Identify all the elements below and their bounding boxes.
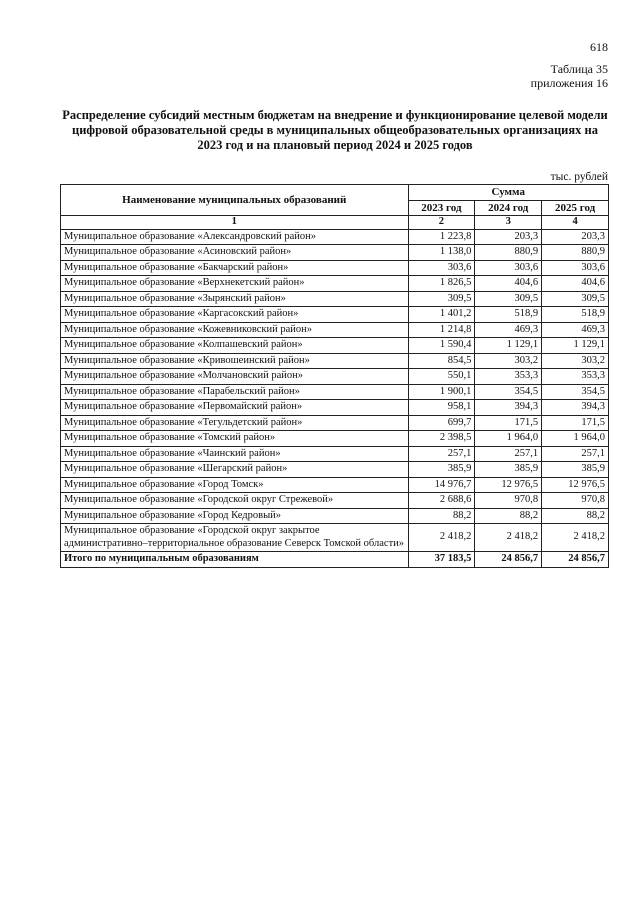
value-2024: 88,2: [475, 508, 542, 524]
value-2023: 37 183,5: [408, 552, 475, 568]
value-2024: 353,3: [475, 369, 542, 385]
table-row: [61, 229, 609, 245]
value-2025: 2 418,2: [542, 524, 609, 552]
value-2024: 404,6: [475, 276, 542, 292]
value-2025: 353,3: [542, 369, 609, 385]
value-2024: 385,9: [475, 462, 542, 478]
value-2023: 958,1: [408, 400, 475, 416]
municipality-name: Муниципальное образование «Кожевниковский район»: [61, 322, 409, 338]
value-2023: 303,6: [408, 260, 475, 276]
table-row: [61, 431, 609, 447]
table-row: [61, 338, 609, 354]
value-2023: 2 688,6: [408, 493, 475, 509]
value-2023: 854,5: [408, 353, 475, 369]
value-2025: 12 976,5: [542, 477, 609, 493]
value-2024: 309,5: [475, 291, 542, 307]
column-index: 4: [542, 216, 609, 230]
value-2025: 203,3: [542, 229, 609, 245]
table-row: [61, 508, 609, 524]
value-2024: 354,5: [475, 384, 542, 400]
municipality-name: Муниципальное образование «Город Кедровый»: [61, 508, 409, 524]
table-row: [61, 446, 609, 462]
value-2024: 880,9: [475, 245, 542, 261]
header-year-2023: 2023 год: [408, 200, 475, 216]
table-row: [61, 369, 609, 385]
municipality-name: Муниципальное образование «Городской округ Стрежевой»: [61, 493, 409, 509]
table-row: [61, 307, 609, 323]
column-index: 3: [475, 216, 542, 230]
value-2023: 1 138,0: [408, 245, 475, 261]
value-2024: 394,3: [475, 400, 542, 416]
municipality-name: Муниципальное образование «Молчановский район»: [61, 369, 409, 385]
table-row: [61, 260, 609, 276]
municipality-name: Муниципальное образование «Тегульдетский район»: [61, 415, 409, 431]
value-2025: 171,5: [542, 415, 609, 431]
value-2025: 469,3: [542, 322, 609, 338]
value-2024: 171,5: [475, 415, 542, 431]
total-row: [61, 552, 609, 568]
municipality-name: Муниципальное образование «Асиновский район»: [61, 245, 409, 261]
value-2023: 88,2: [408, 508, 475, 524]
value-2024: 469,3: [475, 322, 542, 338]
municipality-name: Муниципальное образование «Городской округ закрытое административно–территориальное образование Северск Томской области»: [61, 524, 409, 552]
value-2023: 1 826,5: [408, 276, 475, 292]
municipality-name: Итого по муниципальным образованиям: [61, 552, 409, 568]
table-ref-line2: приложения 16: [530, 76, 608, 90]
document-title: Распределение субсидий местным бюджетам на внедрение и функционирование целевой модели цифровой образовательной среды в муниципальных общеобразовательных организациях на 2023 год и на плановый период 2024 и 2025 годов: [62, 108, 608, 152]
value-2025: 303,6: [542, 260, 609, 276]
municipality-name: Муниципальное образование «Шегарский район»: [61, 462, 409, 478]
value-2025: 385,9: [542, 462, 609, 478]
value-2025: 88,2: [542, 508, 609, 524]
value-2023: 257,1: [408, 446, 475, 462]
municipality-name: Муниципальное образование «Парабельский район»: [61, 384, 409, 400]
table-row: [61, 353, 609, 369]
unit-label: тыс. рублей: [550, 171, 608, 183]
municipality-name: Муниципальное образование «Каргасокский район»: [61, 307, 409, 323]
value-2025: 257,1: [542, 446, 609, 462]
table-row: [61, 291, 609, 307]
value-2025: 1 129,1: [542, 338, 609, 354]
value-2025: 1 964,0: [542, 431, 609, 447]
value-2024: 12 976,5: [475, 477, 542, 493]
header-year-2024: 2024 год: [475, 200, 542, 216]
table-row: [61, 477, 609, 493]
value-2024: 518,9: [475, 307, 542, 323]
value-2025: 518,9: [542, 307, 609, 323]
value-2023: 699,7: [408, 415, 475, 431]
table-row: [61, 462, 609, 478]
value-2025: 404,6: [542, 276, 609, 292]
header-sum: Сумма: [408, 185, 609, 201]
value-2024: 970,8: [475, 493, 542, 509]
column-index: 2: [408, 216, 475, 230]
table-row: [61, 276, 609, 292]
table-row: [61, 245, 609, 261]
value-2024: 2 418,2: [475, 524, 542, 552]
value-2023: 1 223,8: [408, 229, 475, 245]
header-row: [61, 185, 609, 201]
value-2025: 24 856,7: [542, 552, 609, 568]
municipality-name: Муниципальное образование «Бакчарский район»: [61, 260, 409, 276]
value-2023: 1 900,1: [408, 384, 475, 400]
column-index: 1: [61, 216, 409, 230]
header-name: Наименование муниципальных образований: [61, 185, 409, 216]
value-2025: 880,9: [542, 245, 609, 261]
subsidy-table: [60, 184, 609, 568]
value-2023: 14 976,7: [408, 477, 475, 493]
table-row: [61, 384, 609, 400]
table-ref-line1: Таблица 35: [550, 62, 608, 76]
value-2023: 385,9: [408, 462, 475, 478]
municipality-name: Муниципальное образование «Кривошеинский район»: [61, 353, 409, 369]
value-2025: 394,3: [542, 400, 609, 416]
header-year-2025: 2025 год: [542, 200, 609, 216]
value-2024: 203,3: [475, 229, 542, 245]
value-2024: 303,6: [475, 260, 542, 276]
municipality-name: Муниципальное образование «Зырянский район»: [61, 291, 409, 307]
value-2024: 1 129,1: [475, 338, 542, 354]
municipality-name: Муниципальное образование «Чаинский район»: [61, 446, 409, 462]
value-2023: 1 401,2: [408, 307, 475, 323]
value-2023: 1 214,8: [408, 322, 475, 338]
municipality-name: Муниципальное образование «Первомайский район»: [61, 400, 409, 416]
table-row: [61, 493, 609, 509]
value-2025: 354,5: [542, 384, 609, 400]
municipality-name: Муниципальное образование «Верхнекетский район»: [61, 276, 409, 292]
value-2023: 550,1: [408, 369, 475, 385]
table-reference: [531, 62, 608, 90]
table-row: [61, 524, 609, 552]
value-2025: 303,2: [542, 353, 609, 369]
value-2024: 303,2: [475, 353, 542, 369]
column-index-row: [61, 216, 609, 230]
value-2023: 309,5: [408, 291, 475, 307]
table-row: [61, 400, 609, 416]
municipality-name: Муниципальное образование «Александровский район»: [61, 229, 409, 245]
municipality-name: Муниципальное образование «Город Томск»: [61, 477, 409, 493]
value-2025: 309,5: [542, 291, 609, 307]
value-2023: 2 398,5: [408, 431, 475, 447]
value-2024: 24 856,7: [475, 552, 542, 568]
page-number: 618: [590, 40, 608, 54]
value-2025: 970,8: [542, 493, 609, 509]
municipality-name: Муниципальное образование «Колпашевский район»: [61, 338, 409, 354]
value-2024: 257,1: [475, 446, 542, 462]
value-2023: 2 418,2: [408, 524, 475, 552]
table-row: [61, 322, 609, 338]
municipality-name: Муниципальное образование «Томский район»: [61, 431, 409, 447]
value-2024: 1 964,0: [475, 431, 542, 447]
table-row: [61, 415, 609, 431]
value-2023: 1 590,4: [408, 338, 475, 354]
